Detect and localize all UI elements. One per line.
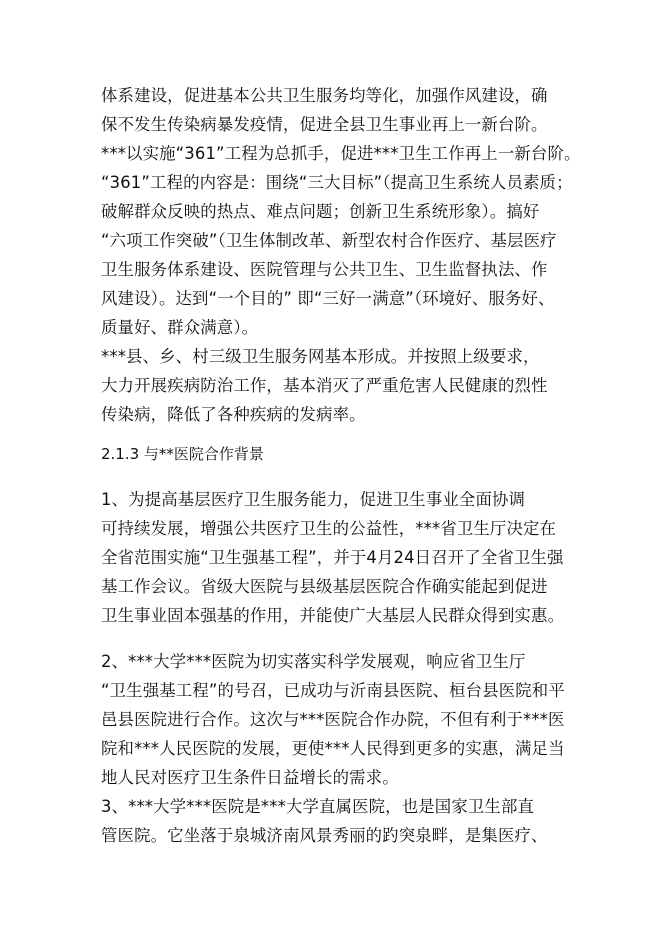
text-line: 邑县医院进行合作。这次与***医院合作办院，不但有利于***医 <box>101 710 565 729</box>
text-line: 2、***大学***医院为切实落实科学发展观，响应省卫生厅 <box>101 652 526 671</box>
text-line: 保不发生传染病暴发疫情，促进全县卫生事业再上一新台阶。 <box>101 115 548 134</box>
text-line: 全省范围实施“卫生强基工程”，并于4月24日召开了全省卫生强 <box>101 548 564 567</box>
text-line: ***以实施“361”工程为总抓手，促进***卫生工作再上一新台阶。 <box>101 144 581 163</box>
text-line: 传染病，降低了各种疾病的发病率。 <box>101 405 366 424</box>
text-line: 体系建设，促进基本公共卫生服务均等化，加强作风建设，确 <box>101 86 548 105</box>
text-line: 管医院。它坐落于泉城济南风景秀丽的趵突泉畔，是集医疗、 <box>101 826 548 845</box>
text-line: 3、***大学***医院是***大学直属医院，也是国家卫生部直 <box>101 797 535 816</box>
text-line: 质量好、群众满意）。 <box>101 318 259 337</box>
text-line: 基工作会议。省级大医院与县级基层医院合作确实能起到促进 <box>101 577 548 596</box>
text-line: 地人民对医疗卫生条件日益增长的需求。 <box>101 768 399 787</box>
text-line: 1、为提高基层医疗卫生服务能力，促进卫生事业全面协调 <box>101 490 526 509</box>
text-line: 大力开展疾病防治工作，基本消灭了严重危害人民健康的烈性 <box>101 376 548 395</box>
text-line: 卫生服务体系建设、医院管理与公共卫生、卫生监督执法、作 <box>101 260 548 279</box>
text-line: “六项工作突破”（卫生体制改革、新型农村合作医疗、基层医疗 <box>101 231 557 250</box>
text-line: 可持续发展，增强公共医疗卫生的公益性，***省卫生厅决定在 <box>101 519 557 538</box>
text-line: ***县、乡、村三级卫生服务网基本形成。并按照上级要求， <box>101 347 540 366</box>
text-line: 破解群众反映的热点、难点问题；创新卫生系统形象）。搞好 <box>101 202 540 221</box>
text-line: 卫生事业固本强基的作用，并能使广大基层人民群众得到实惠。 <box>101 606 565 625</box>
text-line: “361”工程的内容是：围绕“三大目标”（提高卫生系统人员素质； <box>101 173 573 192</box>
section-heading: 2.1.3 与**医院合作背景 <box>101 445 264 463</box>
text-line: 院和***人民医院的发展，更使***人民得到更多的实惠，满足当 <box>101 739 565 758</box>
text-line: “卫生强基工程”的号召，已成功与沂南县医院、桓台县医院和平 <box>101 681 565 700</box>
text-line: 风建设）。达到“一个目的” 即“三好一满意”（环境好、服务好、 <box>101 289 555 308</box>
